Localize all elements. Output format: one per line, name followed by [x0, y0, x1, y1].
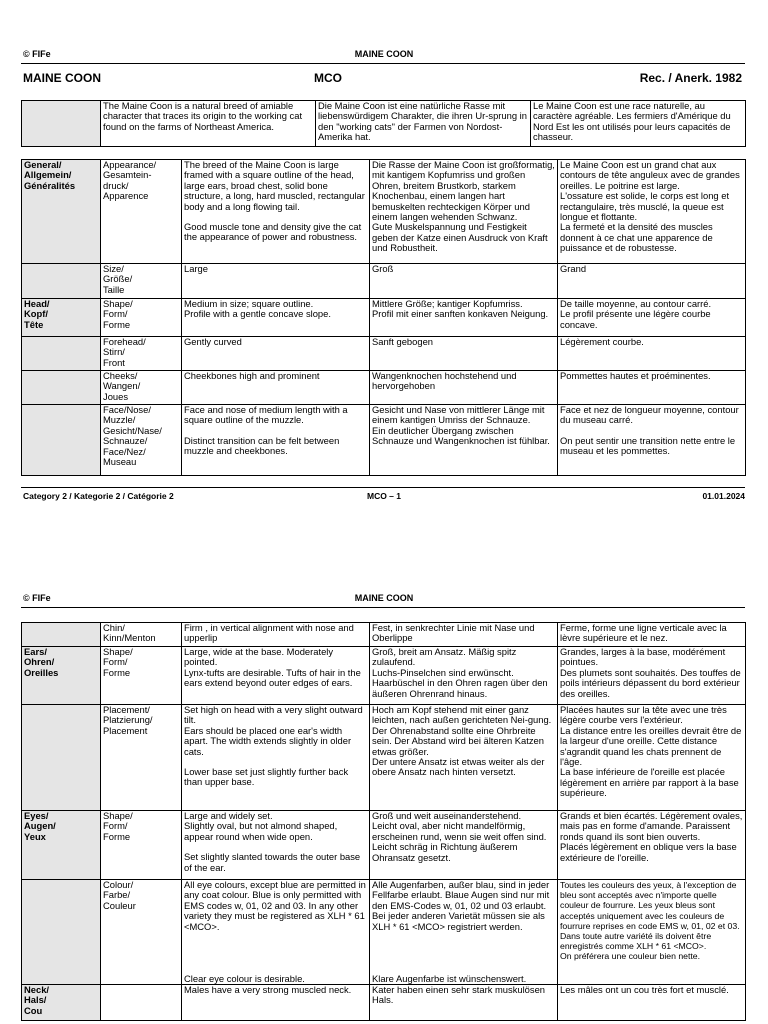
text-fr: Toutes les couleurs des yeux, à l'exception de bleu sont acceptés avec n'importe quelle couleur de fourrure. Les yeux bleus sont acceptés uniquement avec les couleurs de fourrure reprises en code EMS w, 01, 02 et 03. Dans toute autre variété ils doivent être enregistrés comme XLH * 61 <MCO>. On préférera une couleur bien nette.	[558, 880, 746, 985]
table-row	[22, 623, 746, 647]
sub-label	[101, 985, 182, 1021]
text-fr: Grandes, larges à la base, modérément pointues. Des plumets sont souhaités. Des touffes de poils intérieurs dépassent du bord extérieur des oreilles.	[558, 647, 746, 705]
sub-label: Size/ Größe/ Taille	[101, 264, 182, 299]
table-row	[22, 811, 746, 880]
sub-label: Colour/ Farbe/ Couleur	[101, 880, 182, 985]
group-label	[22, 623, 101, 647]
group-label	[22, 880, 101, 985]
sub-label: Shape/ Form/ Forme	[101, 299, 182, 337]
text-de: Wangenknochen hochstehend und hervorgehoben	[370, 371, 558, 405]
text-de: Gesicht und Nase von mittlerer Länge mit einem kantigen Umriss der Schnauze. Ein deutlicher Übergang zwischen Schnauze und Wangenknochen ist fühlbar.	[370, 405, 558, 476]
text-en: Medium in size; square outline. Profile with a gentle concave slope.	[182, 299, 370, 337]
group-label	[22, 371, 101, 405]
header-rule	[21, 607, 745, 608]
text-de: Die Rasse der Maine Coon ist großformatig, mit kantigem Kopfumriss und großen Ohren, breitem Brustkorb, starkem Knochenbau, einem langen hart bemuskelten rechteckigen Körper und einem langen wehenden Schwanz. Gute Muskelspannung und Festigkeit geben der Katze einen Ausdruck von Kraft und Robustheit.	[370, 160, 558, 264]
text-en: Set high on head with a very slight outward tilt. Ears should be placed one ear's width apart. The width extends slightly in older cats. Lower base set just slightly further back than upper base.	[182, 705, 370, 811]
text-de: Mittlere Größe; kantiger Kopfumriss. Profil mit einer sanften konkaven Neigung.	[370, 299, 558, 337]
text-fr: Ferme, forme une ligne verticale avec la lèvre supérieure et le nez.	[558, 623, 746, 647]
table-row	[22, 985, 746, 1021]
copyright: © FIFe	[23, 49, 51, 59]
text-fr: De taille moyenne, au contour carré. Le profil présente une légère courbe concave.	[558, 299, 746, 337]
table-row	[22, 405, 746, 476]
table-row	[22, 880, 746, 985]
group-label	[22, 405, 101, 476]
intro-table	[21, 100, 746, 147]
intro-en: The Maine Coon is a natural breed of amiable character that traces its origin to the working cat found on the farms of Northeast America.	[101, 101, 316, 147]
text-de: Groß und weit auseinanderstehend. Leicht oval, aber nicht mandelförmig, erscheinen rund, wenn sie weit offen sind. Leicht schräg in Richtung äußerem Ohransatz gesetzt.	[370, 811, 558, 880]
text-de: Alle Augenfarben, außer blau, sind in jeder Fellfarbe erlaubt. Blaue Augen sind nur mit den EMS-Codes w, 01, 02 und 03 erlaubt. Bei jeder anderen Varietät müssen sie als XLH * 61 <MCO> registriert werden. Klare Augenfarbe ist wünschenswert.	[370, 880, 558, 985]
breed-name: MAINE COON	[23, 71, 101, 85]
text-de: Groß, breit am Ansatz. Mäßig spitz zulaufend. Luchs-Pinselchen sind erwünscht. Haarbüschel in den Ohren ragen über den äußeren Ohrenrand hinaus.	[370, 647, 558, 705]
text-de: Hoch am Kopf stehend mit einer ganz leichten, nach außen gerichteten Nei-gung. Der Ohrenabstand sollte eine Ohrbreite sein. Der Abstand wird bei älteren Katzen etwas größer. Der untere Ansatz ist etwas weiter als der obere Ansatz nach hinten versetzt.	[370, 705, 558, 811]
table-row	[22, 160, 746, 264]
sub-label: Cheeks/ Wangen/ Joues	[101, 371, 182, 405]
text-fr: Pommettes hautes et proéminentes.	[558, 371, 746, 405]
text-fr: Les mâles ont un cou très fort et musclé.	[558, 985, 746, 1021]
group-label: Neck/ Hals/ Cou	[22, 985, 101, 1021]
group-label	[22, 264, 101, 299]
text-de: Fest, in senkrechter Linie mit Nase und Oberlippe	[370, 623, 558, 647]
table-row	[22, 371, 746, 405]
table-row	[22, 337, 746, 371]
table-row	[22, 299, 746, 337]
text-fr: Le Maine Coon est un grand chat aux contours de tête anguleux avec de grandes oreilles. Le poitrine est large. L'ossature est solide, le corps est long et rectangulaire, très musclé, la queue est longue et flottante. La fermeté et la densité des muscles donnent à ce chat une apparence de puissance et de robustesse.	[558, 160, 746, 264]
group-label: Eyes/ Augen/ Yeux	[22, 811, 101, 880]
text-en: Gently curved	[182, 337, 370, 371]
sub-label: Chin/ Kinn/Menton	[101, 623, 182, 647]
table-row	[22, 647, 746, 705]
footer-page-number: MCO – 1	[366, 491, 401, 501]
group-label: General/ Allgemein/ Généralités	[22, 160, 101, 264]
sub-label: Forehead/ Stirn/ Front	[101, 337, 182, 371]
text-de: Sanft gebogen	[370, 337, 558, 371]
text-en: Face and nose of medium length with a square outline of the muzzle. Distinct transition can be felt between muzzle and cheekbones.	[182, 405, 370, 476]
group-label: Ears/ Ohren/ Oreilles	[22, 647, 101, 705]
footer-rule	[21, 487, 745, 488]
footer-category: Category 2 / Kategorie 2 / Catégorie 2	[23, 491, 174, 501]
intro-blank-cell	[22, 101, 101, 147]
text-en: Large and widely set. Slightly oval, but not almond shaped, appear round when wide open. Set slightly slanted towards the outer base of the ear.	[182, 811, 370, 880]
sub-label: Shape/ Form/ Forme	[101, 647, 182, 705]
recognition-year: Rec. / Anerk. 1982	[639, 71, 742, 85]
copyright: © FIFe	[23, 593, 51, 603]
text-en: All eye colours, except blue are permitted in any coat colour. Blue is only permitted with EMS codes w, 01, 02 and 03. In any other variety they must be registered as XLH * 61 <MCO>. Clear eye colour is desirable.	[182, 880, 370, 985]
text-en: Firm , in vertical alignment with nose and upperlip	[182, 623, 370, 647]
sub-label: Placement/ Platzierung/ Placement	[101, 705, 182, 811]
text-en: Males have a very strong muscled neck.	[182, 985, 370, 1021]
text-fr: Face et nez de longueur moyenne, contour du museau carré. On peut sentir une transition nette entre le museau et les pommettes.	[558, 405, 746, 476]
text-de: Kater haben einen sehr stark muskulösen Hals.	[370, 985, 558, 1021]
text-en: Large	[182, 264, 370, 299]
text-de: Groß	[370, 264, 558, 299]
group-label: Head/ Kopf/ Tête	[22, 299, 101, 337]
text-fr: Légèrement courbe.	[558, 337, 746, 371]
standard-table-1	[21, 159, 746, 476]
intro-fr: Le Maine Coon est une race naturelle, au caractère agréable. Les fermiers d'Amérique du Nord Est les ont utilisés pour leurs capacités de chasseur.	[531, 101, 746, 147]
table-row	[22, 264, 746, 299]
table-row	[22, 705, 746, 811]
header-rule	[21, 63, 745, 64]
text-fr: Grands et bien écartés. Légèrement ovales, mais pas en forme d'amande. Paraissent ronds quand ils sont bien ouverts. Placés légèrement en oblique vers la base extérieure de l'oreille.	[558, 811, 746, 880]
sub-label: Appearance/ Gesamtein- druck/ Apparence	[101, 160, 182, 264]
group-label	[22, 337, 101, 371]
text-fr: Placées hautes sur la tête avec une très légère courbe vers l'extérieur. La distance entre les oreilles devrait être de la largeur d'une oreille. Cette distance s'agrandit quand les chats prennent de l'âge. La base inférieure de l'oreille est placée légèrement en arrière par rapport à la base supérieure.	[558, 705, 746, 811]
text-fr: Grand	[558, 264, 746, 299]
standard-table-2	[21, 622, 746, 1021]
breed-code: MCO	[314, 71, 342, 85]
text-en: Large, wide at the base. Moderately pointed. Lynx-tufts are desirable. Tufts of hair in the ears extend beyond outer edges of ears.	[182, 647, 370, 705]
sub-label: Face/Nose/ Muzzle/ Gesicht/Nase/ Schnauze/ Face/Nez/ Museau	[101, 405, 182, 476]
group-label	[22, 705, 101, 811]
intro-de: Die Maine Coon ist eine natürliche Rasse mit liebenswürdigem Charakter, die ihren Ur-sprung in den "working cats" der Farmen von Nordost-Amerika hat.	[316, 101, 531, 147]
text-en: The breed of the Maine Coon is large framed with a square outline of the head, large ears, broad chest, solid bone structure, a long, hard muscled, rectangular body and a long flowing tail. Good muscle tone and density give the cat the appearance of power and robustness.	[182, 160, 370, 264]
footer-date: 01.01.2024	[702, 491, 745, 501]
sub-label: Shape/ Form/ Forme	[101, 811, 182, 880]
text-en: Cheekbones high and prominent	[182, 371, 370, 405]
header-title: MAINE COON	[354, 593, 414, 603]
header-title: MAINE COON	[354, 49, 414, 59]
